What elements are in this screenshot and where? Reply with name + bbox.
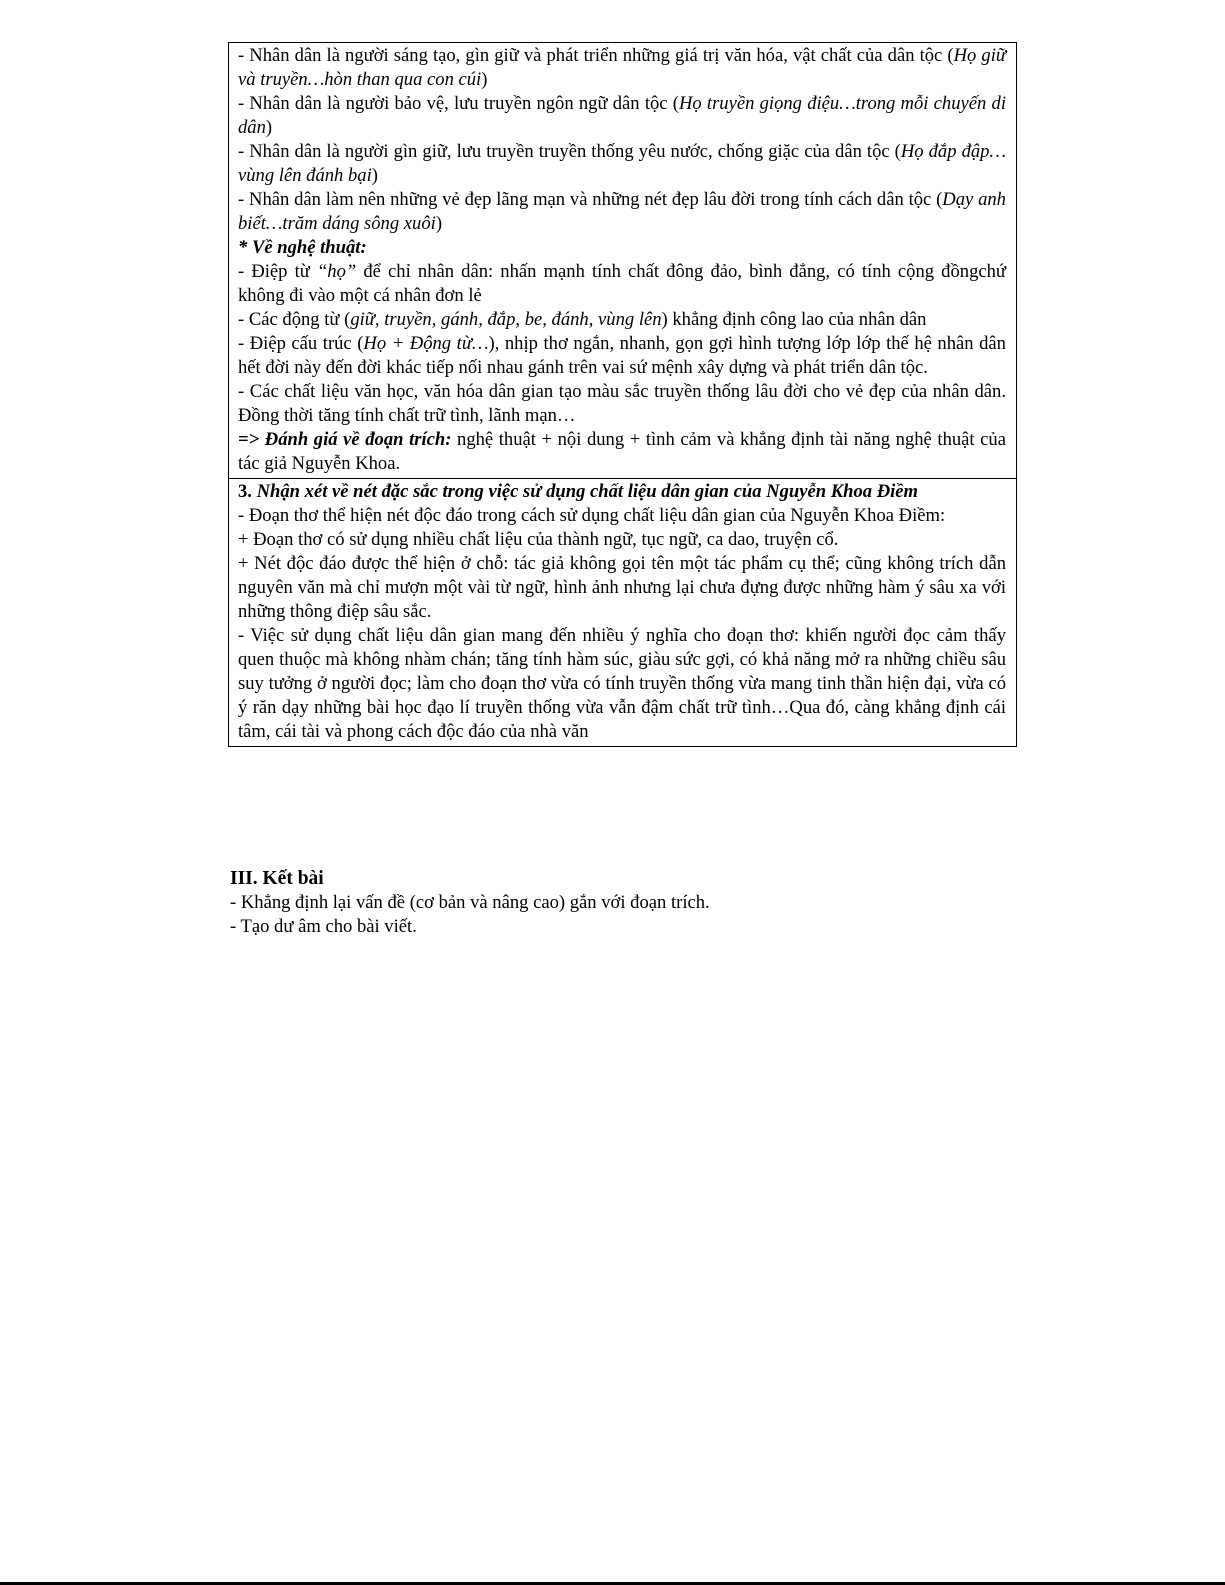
paragraph-repetition: - Điệp từ “họ” để chỉ nhân dân: nhấn mạnh tính chất đông đảo, bình đẳng, có tính cộng đồngchứ không đi vào một cá nhân đơn lẻ [238,261,1007,306]
table-cell-analysis [229,43,1016,478]
quote-verbs: giữ, truyền, gánh, đắp, be, đánh, vùng lên [350,309,662,330]
section-heading: 3. Nhận xét về nét đặc sắc trong việc sử dụng chất liệu dân gian của Nguyễn Khoa Điềm [238,481,919,502]
table-cell-folk-commentary [229,478,1016,746]
paragraph-language: - Nhân dân là người bảo vệ, lưu truyền ngôn ngữ dân tộc (Họ truyền giọng điệu…trong mỗi chuyến di dân) [238,93,1006,138]
quote-excerpt: Họ đắp đập…vùng lên đánh bại [238,141,1006,186]
conclusion-line: - Khẳng định lại vấn đề (cơ bản và nâng cao) gắn với đoạn trích. [230,892,710,913]
quote-term: “họ” [316,261,357,282]
paragraph-originality: + Nét độc đáo được thể hiện ở chỗ: tác giả không gọi tên một tác phẩm cụ thể; cũng không trích dẫn nguyên văn mà chỉ mượn một vài từ ngữ, hình ảnh nhưng lại chưa đựng được những hàm ý sâu xa với những thông điệp sâu sắc. [238,553,1006,622]
paragraph-sources: + Đoạn thơ có sử dụng nhiều chất liệu của thành ngữ, tục ngữ, ca dao, truyện cổ. [238,529,839,550]
paragraph-verbs: - Các động từ (giữ, truyền, gánh, đắp, be, đánh, vùng lên) khẳng định công lao của nhân dân [238,309,927,330]
evaluation-label: => Đánh giá về đoạn trích: [238,429,452,450]
quote-excerpt: Họ truyền giọng điệu…trong mỗi chuyến di dân [238,93,1006,138]
quote-excerpt: Dạy anh biết…trăm dáng sông xuôi [238,189,1006,234]
content-table [228,42,1017,747]
conclusion-heading: III. Kết bài [230,868,324,889]
paragraph-beauty: - Nhân dân làm nên những vẻ đẹp lãng mạn và những nét đẹp lâu đời trong tính cách dân tộc (Dạy anh biết…trăm dáng sông xuôi) [238,189,1006,234]
conclusion-section [230,866,1019,939]
paragraph-evaluation: => Đánh giá về đoạn trích: nghệ thuật + nội dung + tình cảm và khẳng định tài năng nghệ thuật của tác giả Nguyễn Khoa. [238,429,1006,474]
quote-excerpt: Họ giữ và truyền…hòn than qua con cúi [238,45,1007,90]
conclusion-line: - Tạo dư âm cho bài viết. [230,916,417,937]
paragraph-meaning: - Việc sử dụng chất liệu dân gian mang đến nhiều ý nghĩa cho đoạn thơ: khiến người đọc cảm thấy quen thuộc mà không nhàm chán; tăng tính hàm súc, giàu sức gợi, có khả năng mở ra những chiều sâu suy tưởng ở người đọc; làm cho đoạn thơ vừa có tính truyền thống vừa mang tinh thần hiện đại, vừa có ý răn dạy những bài học đạo lí truyền thống vừa vẫn đậm chất trữ tình…Qua đó, càng khẳng định cái tâm, cái tài và phong cách độc đáo của nhà văn [238,625,1006,742]
paragraph-patriotism: - Nhân dân là người gìn giữ, lưu truyền truyền thống yêu nước, chống giặc của dân tộc (Họ đắp đập…vùng lên đánh bại) [238,141,1006,186]
paragraph-uniqueness: - Đoạn thơ thể hiện nét độc đáo trong cách sử dụng chất liệu dân gian của Nguyễn Khoa Điềm: [238,505,946,526]
paragraph-folk-materials: - Các chất liệu văn học, văn hóa dân gian tạo màu sắc truyền thống lâu đời cho vẻ đẹp của nhân dân. Đồng thời tăng tính chất trữ tình, lãnh mạn… [238,381,1006,426]
art-heading: * Về nghệ thuật: [238,237,367,258]
paragraph-structure: - Điệp cấu trúc (Họ + Động từ…), nhịp thơ ngắn, nhanh, gọn gợi hình tượng lớp lớp thế hệ nhân dân hết đời này đến đời khác tiếp nối nhau gánh trên vai sứ mệnh xây dựng và phát triển dân tộc. [238,333,1006,378]
quote-structure: Họ + Động từ… [363,333,489,354]
paragraph-creators: - Nhân dân là người sáng tạo, gìn giữ và phát triển những giá trị văn hóa, vật chất của dân tộc (Họ giữ và truyền…hòn than qua con cúi) [238,45,1007,90]
